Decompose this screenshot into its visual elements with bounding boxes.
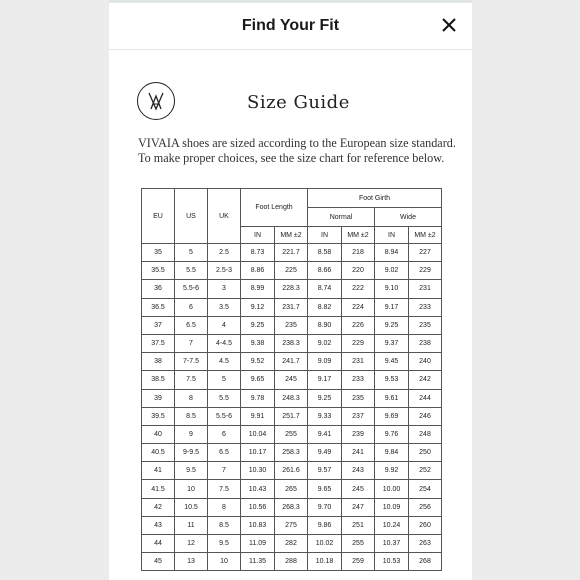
cell-normal-in: 8.90 — [308, 316, 342, 334]
cell-uk: 2.5-3 — [208, 262, 241, 280]
cell-length-in: 10.83 — [241, 516, 275, 534]
cell-normal-mm: 224 — [342, 298, 375, 316]
cell-uk: 4.5 — [208, 353, 241, 371]
cell-normal-in: 8.74 — [308, 280, 342, 298]
header-normal-mm: MM ±2 — [342, 227, 375, 244]
table-row — [142, 316, 442, 334]
cell-us: 7-7.5 — [175, 353, 208, 371]
cell-length-in: 9.91 — [241, 407, 275, 425]
cell-uk: 4-4.5 — [208, 334, 241, 352]
cell-length-mm: 282 — [275, 535, 308, 553]
cell-us: 6.5 — [175, 316, 208, 334]
cell-normal-in: 8.82 — [308, 298, 342, 316]
cell-normal-mm: 245 — [342, 480, 375, 498]
cell-wide-in: 9.45 — [375, 353, 409, 371]
size-chart-body — [142, 244, 442, 571]
cell-uk: 5.5-6 — [208, 407, 241, 425]
table-row — [142, 480, 442, 498]
cell-us: 5.5-6 — [175, 280, 208, 298]
table-row — [142, 553, 442, 571]
cell-wide-mm: 229 — [409, 262, 442, 280]
cell-uk: 2.5 — [208, 244, 241, 262]
cell-wide-in: 9.25 — [375, 316, 409, 334]
header-us: US — [175, 189, 208, 244]
cell-normal-mm: 237 — [342, 407, 375, 425]
cell-wide-in: 9.61 — [375, 389, 409, 407]
cell-wide-mm: 238 — [409, 334, 442, 352]
cell-normal-mm: 235 — [342, 389, 375, 407]
cell-normal-in: 8.66 — [308, 262, 342, 280]
cell-length-in: 9.25 — [241, 316, 275, 334]
cell-length-in: 9.52 — [241, 353, 275, 371]
header-eu: EU — [142, 189, 175, 244]
cell-length-mm: 261.6 — [275, 462, 308, 480]
cell-length-mm: 288 — [275, 553, 308, 571]
cell-uk: 7 — [208, 462, 241, 480]
cell-uk: 7.5 — [208, 480, 241, 498]
modal-header — [109, 3, 472, 50]
cell-normal-mm: 251 — [342, 516, 375, 534]
cell-uk: 8 — [208, 498, 241, 516]
cell-wide-in: 10.37 — [375, 535, 409, 553]
header-foot-length: Foot Length — [241, 189, 308, 227]
cell-normal-mm: 259 — [342, 553, 375, 571]
cell-normal-in: 10.02 — [308, 535, 342, 553]
cell-wide-mm: 240 — [409, 353, 442, 371]
cell-normal-in: 9.17 — [308, 371, 342, 389]
cell-normal-mm: 229 — [342, 334, 375, 352]
cell-length-mm: 268.3 — [275, 498, 308, 516]
cell-eu: 43 — [142, 516, 175, 534]
cell-wide-mm: 231 — [409, 280, 442, 298]
header-wide: Wide — [375, 208, 442, 227]
cell-wide-mm: 242 — [409, 371, 442, 389]
header-wide-mm: MM ±2 — [409, 227, 442, 244]
cell-normal-mm: 247 — [342, 498, 375, 516]
cell-us: 9 — [175, 425, 208, 443]
cell-wide-mm: 250 — [409, 444, 442, 462]
cell-normal-in: 9.49 — [308, 444, 342, 462]
cell-normal-in: 9.70 — [308, 498, 342, 516]
cell-us: 13 — [175, 553, 208, 571]
cell-us: 8.5 — [175, 407, 208, 425]
cell-normal-in: 10.18 — [308, 553, 342, 571]
cell-normal-mm: 218 — [342, 244, 375, 262]
cell-us: 5 — [175, 244, 208, 262]
cell-uk: 9.5 — [208, 535, 241, 553]
header-length-mm: MM ±2 — [275, 227, 308, 244]
cell-us: 12 — [175, 535, 208, 553]
table-row — [142, 371, 442, 389]
cell-eu: 38 — [142, 353, 175, 371]
cell-wide-in: 9.10 — [375, 280, 409, 298]
cell-eu: 40.5 — [142, 444, 175, 462]
vivaia-logo-icon — [137, 82, 175, 120]
cell-length-in: 9.38 — [241, 334, 275, 352]
header-foot-girth: Foot Girth — [308, 189, 442, 208]
cell-normal-mm: 239 — [342, 425, 375, 443]
cell-uk: 5 — [208, 371, 241, 389]
table-row — [142, 353, 442, 371]
cell-us: 10 — [175, 480, 208, 498]
cell-normal-in: 9.25 — [308, 389, 342, 407]
cell-wide-mm: 254 — [409, 480, 442, 498]
cell-us: 10.5 — [175, 498, 208, 516]
cell-us: 11 — [175, 516, 208, 534]
table-row — [142, 389, 442, 407]
cell-wide-in: 9.69 — [375, 407, 409, 425]
cell-wide-in: 10.53 — [375, 553, 409, 571]
cell-wide-in: 10.09 — [375, 498, 409, 516]
cell-length-mm: 238.3 — [275, 334, 308, 352]
cell-wide-mm: 233 — [409, 298, 442, 316]
cell-wide-in: 9.92 — [375, 462, 409, 480]
cell-eu: 42 — [142, 498, 175, 516]
cell-length-in: 10.17 — [241, 444, 275, 462]
cell-wide-in: 8.94 — [375, 244, 409, 262]
cell-wide-in: 10.00 — [375, 480, 409, 498]
cell-length-in: 10.56 — [241, 498, 275, 516]
cell-wide-mm: 244 — [409, 389, 442, 407]
cell-length-mm: 228.3 — [275, 280, 308, 298]
cell-eu: 39.5 — [142, 407, 175, 425]
table-row — [142, 262, 442, 280]
cell-length-in: 10.30 — [241, 462, 275, 480]
cell-wide-mm: 256 — [409, 498, 442, 516]
cell-normal-mm: 231 — [342, 353, 375, 371]
cell-eu: 35.5 — [142, 262, 175, 280]
cell-length-mm: 231.7 — [275, 298, 308, 316]
table-row — [142, 298, 442, 316]
cell-normal-in: 9.02 — [308, 334, 342, 352]
cell-length-in: 8.99 — [241, 280, 275, 298]
cell-normal-in: 8.58 — [308, 244, 342, 262]
cell-normal-in: 9.65 — [308, 480, 342, 498]
size-guide-description — [138, 136, 458, 166]
cell-wide-in: 9.76 — [375, 425, 409, 443]
cell-length-mm: 235 — [275, 316, 308, 334]
cell-us: 5.5 — [175, 262, 208, 280]
table-row — [142, 334, 442, 352]
cell-eu: 36.5 — [142, 298, 175, 316]
table-row — [142, 425, 442, 443]
cell-length-in: 10.04 — [241, 425, 275, 443]
cell-wide-mm: 246 — [409, 407, 442, 425]
cell-normal-in: 9.33 — [308, 407, 342, 425]
table-row — [142, 462, 442, 480]
cell-eu: 44 — [142, 535, 175, 553]
cell-eu: 39 — [142, 389, 175, 407]
cell-length-in: 8.73 — [241, 244, 275, 262]
close-icon[interactable] — [440, 16, 458, 34]
cell-us: 7.5 — [175, 371, 208, 389]
cell-length-in: 11.09 — [241, 535, 275, 553]
cell-wide-in: 9.37 — [375, 334, 409, 352]
header-normal-in: IN — [308, 227, 342, 244]
table-row — [142, 535, 442, 553]
cell-us: 7 — [175, 334, 208, 352]
cell-eu: 41 — [142, 462, 175, 480]
cell-length-mm: 225 — [275, 262, 308, 280]
cell-length-in: 9.12 — [241, 298, 275, 316]
cell-uk: 8.5 — [208, 516, 241, 534]
cell-us: 6 — [175, 298, 208, 316]
cell-wide-mm: 227 — [409, 244, 442, 262]
cell-uk: 6.5 — [208, 444, 241, 462]
cell-normal-in: 9.41 — [308, 425, 342, 443]
table-row — [142, 444, 442, 462]
cell-wide-mm: 263 — [409, 535, 442, 553]
cell-length-in: 11.35 — [241, 553, 275, 571]
cell-normal-in: 9.09 — [308, 353, 342, 371]
cell-normal-mm: 243 — [342, 462, 375, 480]
page-title: Find Your Fit — [241, 17, 340, 34]
cell-uk: 10 — [208, 553, 241, 571]
cell-length-mm: 241.7 — [275, 353, 308, 371]
cell-normal-mm: 222 — [342, 280, 375, 298]
cell-wide-in: 9.17 — [375, 298, 409, 316]
cell-uk: 3 — [208, 280, 241, 298]
cell-uk: 5.5 — [208, 389, 241, 407]
cell-length-mm: 275 — [275, 516, 308, 534]
cell-length-mm: 255 — [275, 425, 308, 443]
cell-normal-mm: 226 — [342, 316, 375, 334]
header-wide-in: IN — [375, 227, 409, 244]
cell-wide-mm: 260 — [409, 516, 442, 534]
cell-uk: 4 — [208, 316, 241, 334]
cell-wide-in: 9.53 — [375, 371, 409, 389]
size-guide-title: Size Guide — [247, 92, 350, 113]
cell-length-mm: 245 — [275, 371, 308, 389]
cell-length-mm: 251.7 — [275, 407, 308, 425]
description-line: VIVAIA shoes are sized according to the European size standard. — [138, 136, 456, 150]
size-chart-table — [141, 188, 442, 571]
cell-normal-in: 9.57 — [308, 462, 342, 480]
cell-eu: 36 — [142, 280, 175, 298]
cell-us: 8 — [175, 389, 208, 407]
cell-eu: 37.5 — [142, 334, 175, 352]
cell-wide-mm: 235 — [409, 316, 442, 334]
cell-wide-mm: 248 — [409, 425, 442, 443]
cell-uk: 3.5 — [208, 298, 241, 316]
table-row — [142, 244, 442, 262]
size-guide-panel — [109, 0, 472, 580]
cell-eu: 41.5 — [142, 480, 175, 498]
header-normal: Normal — [308, 208, 375, 227]
cell-length-mm: 258.3 — [275, 444, 308, 462]
table-row — [142, 280, 442, 298]
cell-wide-in: 10.24 — [375, 516, 409, 534]
cell-normal-mm: 220 — [342, 262, 375, 280]
cell-eu: 35 — [142, 244, 175, 262]
table-row — [142, 498, 442, 516]
cell-uk: 6 — [208, 425, 241, 443]
cell-length-in: 9.78 — [241, 389, 275, 407]
cell-us: 9-9.5 — [175, 444, 208, 462]
cell-length-mm: 265 — [275, 480, 308, 498]
cell-length-mm: 221.7 — [275, 244, 308, 262]
cell-length-in: 8.86 — [241, 262, 275, 280]
cell-wide-in: 9.02 — [375, 262, 409, 280]
cell-length-mm: 248.3 — [275, 389, 308, 407]
cell-eu: 38.5 — [142, 371, 175, 389]
cell-length-in: 10.43 — [241, 480, 275, 498]
table-row — [142, 516, 442, 534]
cell-length-in: 9.65 — [241, 371, 275, 389]
cell-normal-mm: 233 — [342, 371, 375, 389]
header-uk: UK — [208, 189, 241, 244]
cell-normal-in: 9.86 — [308, 516, 342, 534]
cell-normal-mm: 241 — [342, 444, 375, 462]
cell-wide-mm: 252 — [409, 462, 442, 480]
cell-eu: 45 — [142, 553, 175, 571]
table-row — [142, 407, 442, 425]
cell-wide-mm: 268 — [409, 553, 442, 571]
cell-us: 9.5 — [175, 462, 208, 480]
cell-normal-mm: 255 — [342, 535, 375, 553]
cell-eu: 40 — [142, 425, 175, 443]
header-length-in: IN — [241, 227, 275, 244]
cell-eu: 37 — [142, 316, 175, 334]
description-line: To make proper choices, see the size chart for reference below. — [138, 151, 445, 165]
cell-wide-in: 9.84 — [375, 444, 409, 462]
